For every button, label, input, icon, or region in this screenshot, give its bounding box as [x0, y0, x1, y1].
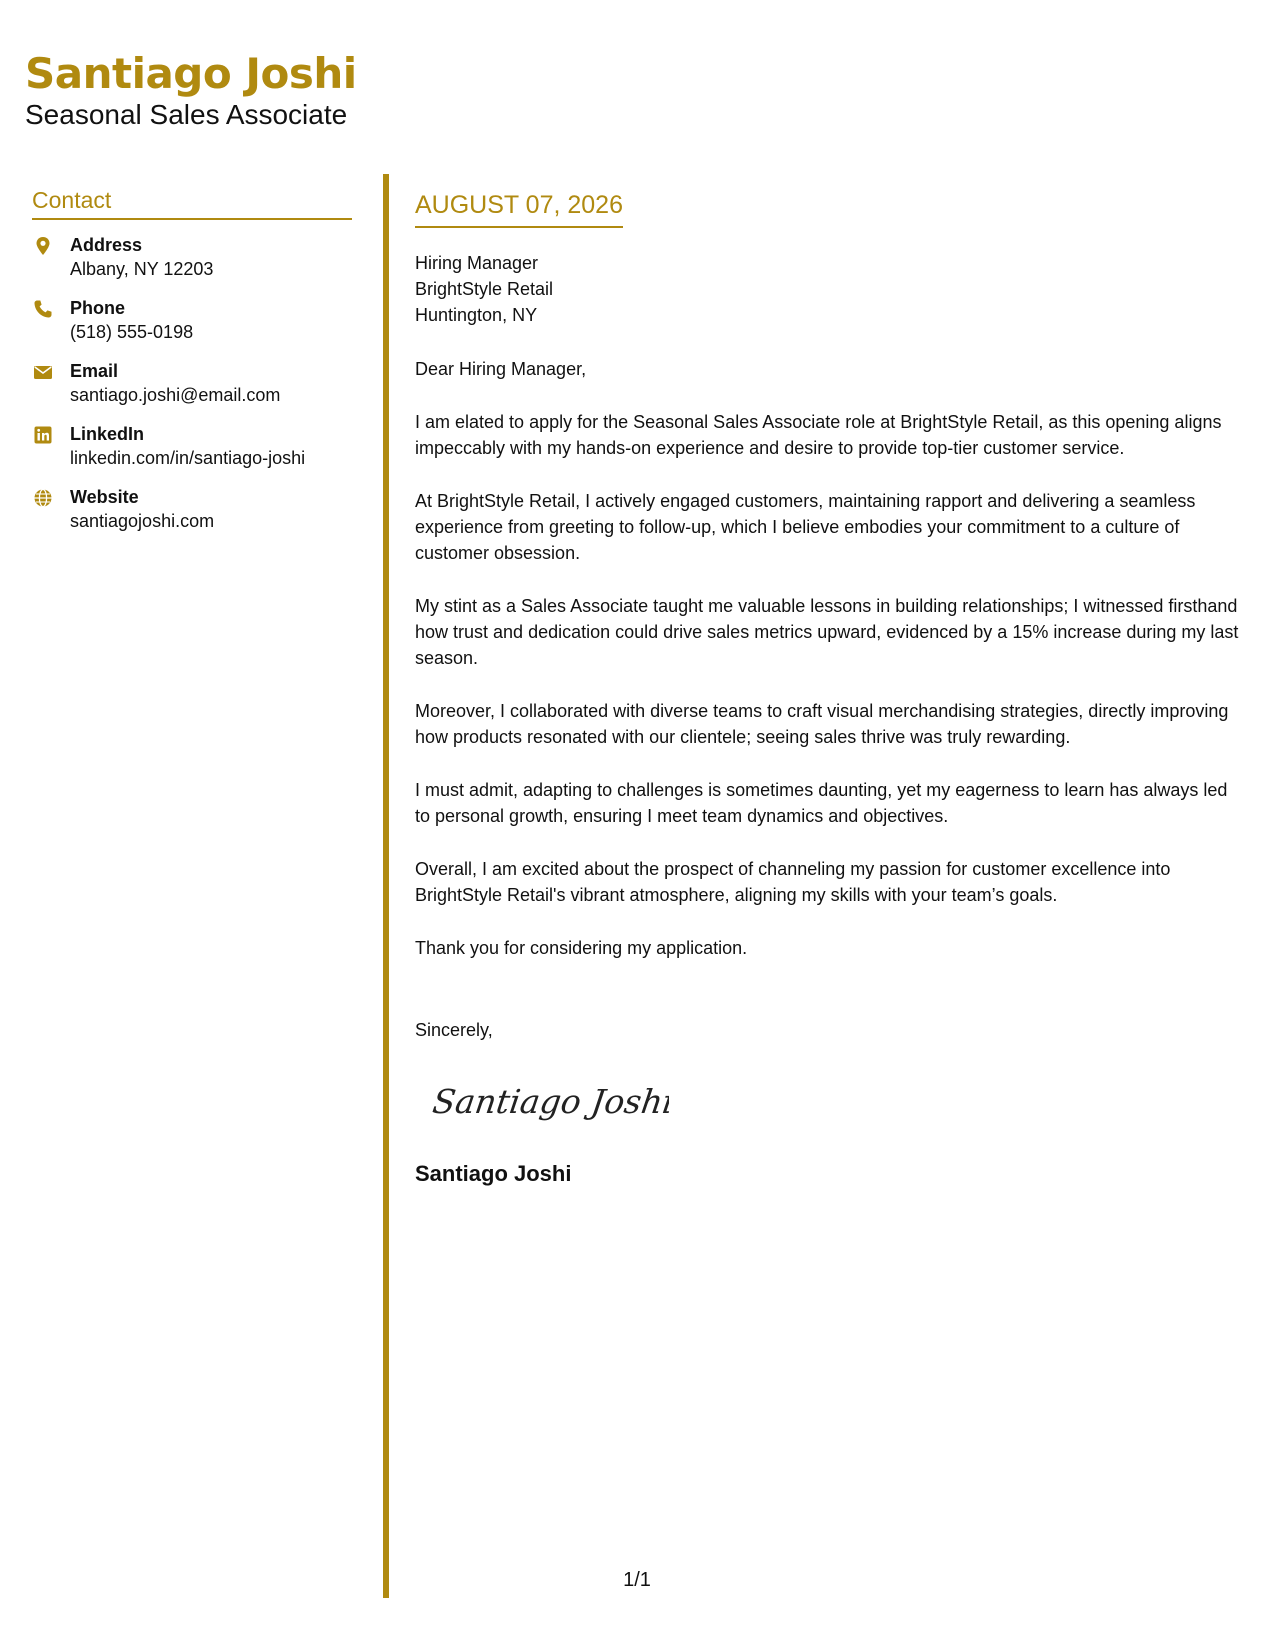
handwritten-signature: [429, 1073, 669, 1131]
recipient-block: [415, 250, 1245, 328]
contact-item-linkedin: [32, 423, 352, 486]
contact-value[interactable]: linkedin.com/in/santiago-joshi: [70, 448, 306, 468]
page-number: 1/1: [623, 1569, 651, 1591]
contact-label: Website: [70, 487, 139, 507]
contact-item-phone: [32, 297, 352, 360]
contact-item-website: [32, 486, 352, 549]
contact-label: Email: [70, 361, 119, 381]
closing: Sincerely,: [415, 1020, 493, 1040]
body-paragraph: My stint as a Sales Associate taught me valuable lessons in building relationships; I witnessed firsthand how trust and dedication could drive sales metrics upward, evidenced by a 15% increase during my last season.: [415, 596, 1239, 668]
map-pin-icon: [33, 236, 53, 256]
body-paragraph: Moreover, I collaborated with diverse teams to craft visual merchandising strategies, directly improving how products resonated with our clientele; seeing sales thrive was truly rewarding.: [415, 701, 1229, 747]
recipient-location: Huntington, NY: [415, 305, 538, 325]
contact-label: LinkedIn: [70, 424, 145, 444]
contact-value[interactable]: santiagojoshi.com: [70, 511, 215, 531]
body-paragraph: I must admit, adapting to challenges is sometimes daunting, yet my eagerness to learn has always led to personal growth, ensuring I meet team dynamics and objectives.: [415, 780, 1228, 826]
applicant-title: Seasonal Sales Associate: [25, 99, 348, 130]
globe-icon: [33, 488, 53, 508]
letter-body: [415, 190, 1245, 1188]
signature-text: Santiago Joshi: [430, 1082, 669, 1121]
phone-icon: [33, 299, 53, 319]
linkedin-icon: [33, 425, 53, 445]
contact-item-address: [32, 234, 352, 297]
contact-value: Albany, NY 12203: [70, 259, 214, 279]
contact-value[interactable]: santiago.joshi@email.com: [70, 385, 281, 405]
applicant-name: Santiago Joshi: [25, 49, 357, 98]
body-paragraph: Overall, I am excited about the prospect of channeling my passion for customer excellence into BrightStyle Retail's vibrant atmosphere, aligning my skills with your team’s goals.: [415, 859, 1171, 905]
contact-heading: Contact: [32, 186, 352, 220]
envelope-icon: [33, 362, 53, 382]
body-paragraph: At BrightStyle Retail, I actively engaged customers, maintaining rapport and delivering a seamless experience from greeting to follow-up, which I believe embodies your commitment to a culture of customer obsession.: [415, 491, 1196, 563]
letter-date: AUGUST 07, 2026: [415, 190, 623, 228]
typed-name: Santiago Joshi: [415, 1161, 572, 1186]
recipient-company: BrightStyle Retail: [415, 279, 554, 299]
body-paragraph: Thank you for considering my application.: [415, 938, 748, 958]
contact-value: (518) 555-0198: [70, 322, 194, 342]
recipient-name: Hiring Manager: [415, 253, 539, 273]
contact-label: Phone: [70, 298, 126, 318]
vertical-divider: [383, 174, 389, 1598]
contact-sidebar: [32, 186, 352, 549]
salutation: Dear Hiring Manager,: [415, 359, 587, 379]
body-paragraph: I am elated to apply for the Seasonal Sales Associate role at BrightStyle Retail, as this opening aligns impeccably with my hands-on experience and desire to provide top-tier customer service.: [415, 412, 1222, 458]
contact-label: Address: [70, 235, 143, 255]
contact-item-email: [32, 360, 352, 423]
